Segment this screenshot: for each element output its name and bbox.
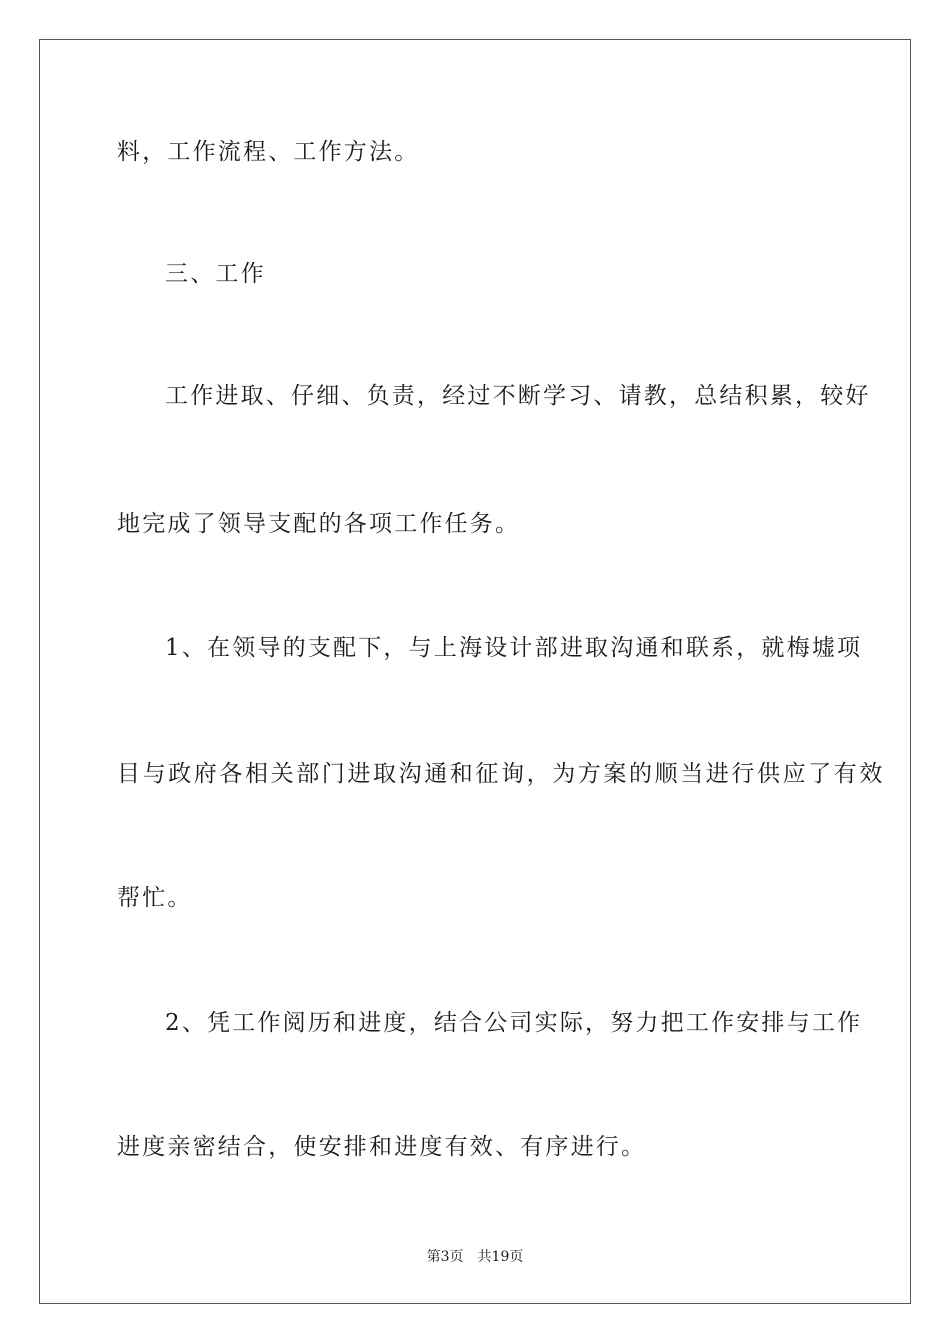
paragraph-line: 料，工作流程、工作方法。 <box>117 139 420 165</box>
section-heading: 三、工作 <box>165 261 266 287</box>
paragraph-line: 工作进取、仔细、负责，经过不断学习、请教，总结积累，较好 <box>165 383 871 409</box>
paragraph-line: 1、在领导的支配下，与上海设计部进取沟通和联系，就梅墟项 <box>165 635 863 661</box>
paragraph-line: 进度亲密结合，使安排和进度有效、有序进行。 <box>117 1134 647 1160</box>
page-border <box>39 39 911 1304</box>
paragraph-line: 2、凭工作阅历和进度，结合公司实际，努力把工作安排与工作 <box>165 1010 863 1036</box>
paragraph-line: 地完成了领导支配的各项工作任务。 <box>117 511 521 537</box>
page-number: 第3页 共19页 <box>426 1249 524 1265</box>
paragraph-line: 目与政府各相关部门进取沟通和征询，为方案的顺当进行供应了有效 <box>117 761 885 787</box>
paragraph-line: 帮忙。 <box>117 885 193 911</box>
